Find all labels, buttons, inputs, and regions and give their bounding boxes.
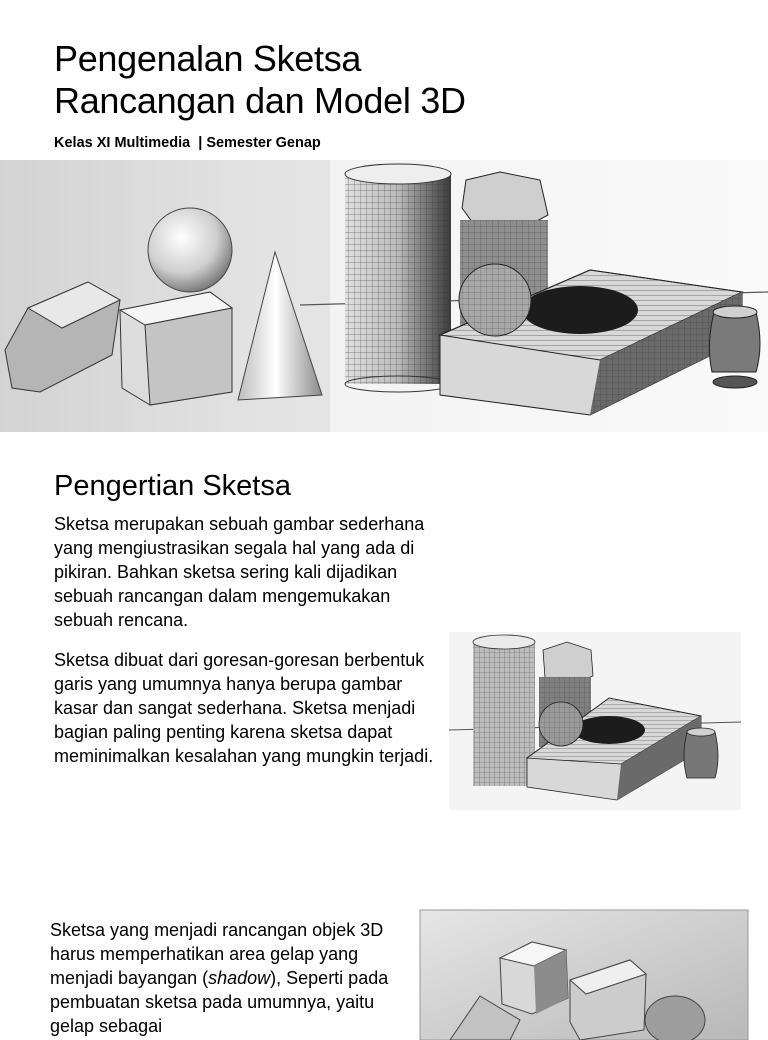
hatched-objects-sketch-image bbox=[449, 632, 741, 810]
shadow-text-end: ), Seperti pada pembuatan sketsa pada umumnya, yaitu gelap sebagai bbox=[50, 968, 389, 1036]
section-heading: Pengertian Sketsa bbox=[54, 470, 291, 502]
page-subtitle: Kelas XI Multimedia | Semester Genap bbox=[54, 135, 321, 151]
pencil-shapes-sketch-image bbox=[420, 910, 748, 1040]
definition-slide bbox=[0, 432, 768, 872]
shadow-paragraph bbox=[50, 918, 400, 1038]
definition-paragraph-1: Sketsa merupakan sebuah gambar sederhana yang mengiustrasikan segala hal yang ada di pikiran. Bahkan sketsa sering kali dijadikan sebuah rancangan dalam mengemukakan sebuah rencana. bbox=[54, 514, 425, 630]
shadow-text-start: Sketsa yang menjadi rancangan objek 3D harus memperhatikan area gelap yang menjadi bayangan ( bbox=[50, 920, 384, 988]
title-line-2: Rancangan dan Model 3D bbox=[54, 80, 466, 121]
title-line-1: Pengenalan Sketsa bbox=[54, 38, 362, 79]
page-title bbox=[54, 38, 466, 122]
shadow-slide bbox=[0, 872, 768, 1036]
shadow-term: shadow bbox=[208, 968, 271, 988]
title-slide bbox=[0, 0, 768, 432]
definition-paragraph-2: Sketsa dibuat dari goresan-goresan berbentuk garis yang umumnya hanya berupa gambar kasar dan sangat sederhana. Sketsa menjadi bagian paling penting karena sketsa dapat meminimalkan kesalahan yang mungkin terjadi. bbox=[54, 650, 434, 766]
still-life-sketch-image bbox=[0, 160, 768, 432]
